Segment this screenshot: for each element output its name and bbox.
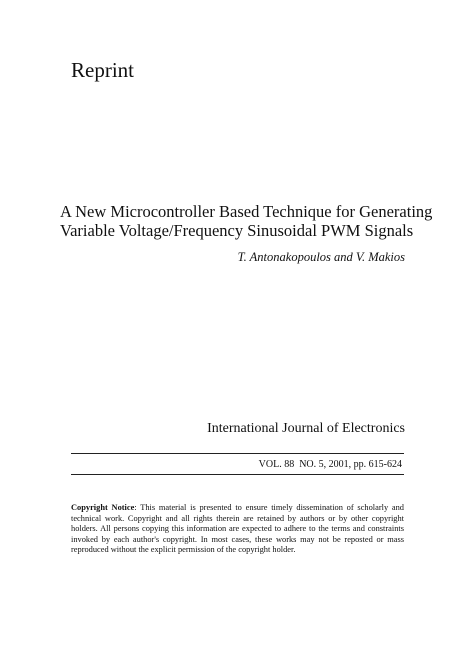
- copyright-notice-label: Copyright Notice: [71, 503, 135, 512]
- bottom-divider: [71, 474, 404, 475]
- article-title-line-2: Variable Voltage/Frequency Sinusoidal PWM Signals: [60, 221, 414, 240]
- article-authors: T. Antonakopoulos and V. Makios: [237, 250, 405, 264]
- copyright-notice-text: : This material is presented to ensure timely dissemination of scholarly and technical work. Copyright and all rights therein are retained by authors or by other copyright holders. All persons copying this information are expected to adhere to the terms and constraints invoked by each author's copyright. In most cases, these works may not be reposted or mass reproduced without the explicit permission of the copyright holder.: [71, 503, 404, 555]
- issue-caps: O: [306, 459, 314, 470]
- top-divider: [71, 453, 404, 454]
- article-title-line-1: A New Microcontroller Based Technique for Generating: [60, 202, 433, 221]
- issue-prefix: N: [299, 459, 307, 470]
- journal-name: International Journal of Electronics: [207, 421, 405, 436]
- volume-number: . 88: [279, 459, 295, 470]
- reprint-label: Reprint: [71, 58, 134, 82]
- volume-prefix: V: [258, 459, 266, 470]
- issue-details: . 5, 2001, pp. 615-624: [313, 459, 402, 470]
- volume-caps: OL: [265, 459, 280, 470]
- article-title: [60, 202, 433, 240]
- volume-citation: [259, 458, 402, 471]
- copyright-notice: [71, 503, 404, 556]
